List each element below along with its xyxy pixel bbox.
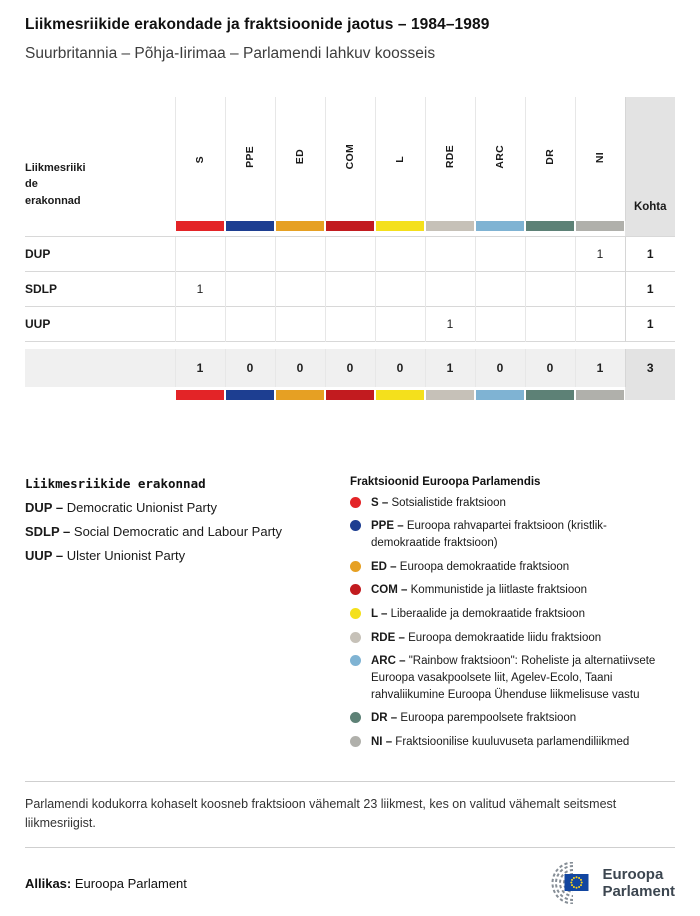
total-value: 0	[375, 349, 425, 387]
value-cell	[375, 272, 425, 307]
total-value: 0	[225, 349, 275, 387]
group-column-header-ppe: PPE	[225, 97, 275, 221]
party-name: SDLP	[25, 272, 175, 307]
totals-row	[25, 349, 675, 387]
source-line	[25, 876, 187, 891]
group-color-bar	[176, 390, 224, 400]
group-column-header-rde: RDE	[425, 97, 475, 221]
group-color-dot	[350, 584, 361, 595]
total-value: 0	[325, 349, 375, 387]
group-color-bar	[226, 221, 274, 231]
value-cell	[225, 272, 275, 307]
legend-item: NI – Fraktsioonilise kuuluvuseta parlamendiliikmed	[350, 734, 675, 751]
legend-item: ED – Euroopa demokraatide fraktsioon	[350, 559, 675, 576]
party-full-name: Social Democratic and Labour Party	[73, 523, 283, 539]
footnote: Parlamendi kodukorra kohaselt koosneb fraktsioon vähemalt 23 liikmest, kes on valitud vähemalt seitsmest liikmesriigist.	[25, 796, 617, 830]
group-color-dot	[350, 632, 361, 643]
seat-count: 1	[625, 272, 675, 307]
legend-item: DUP – Democratic Unionist Party	[25, 499, 217, 515]
group-column-header-s: S	[175, 97, 225, 221]
spacer-row	[25, 342, 675, 349]
group-description: Fraktsioonilise kuuluvuseta parlamendiliikmed	[395, 735, 630, 748]
value-cell	[325, 307, 375, 342]
value-cell: 1	[175, 272, 225, 307]
legend-item: SDLP – Social Democratic and Labour Party	[25, 523, 283, 539]
distribution-table	[25, 97, 675, 400]
value-cell	[325, 272, 375, 307]
groups-legend	[350, 476, 675, 751]
empty-cell	[25, 387, 175, 400]
group-color-bar	[476, 221, 524, 231]
group-color-dot	[350, 608, 361, 619]
group-description: Kommunistide ja liitlaste fraktsioon	[410, 584, 588, 597]
group-description: Sotsialistide fraktsioon	[391, 496, 506, 509]
group-description: Euroopa demokraatide fraktsioon	[399, 560, 570, 573]
ep-logo	[531, 862, 675, 904]
seat-count: 1	[625, 237, 675, 272]
group-color-bar	[276, 221, 324, 231]
group-description: Liberaalide ja demokraatide fraktsioon	[390, 607, 585, 620]
group-description: Euroopa demokraatide liidu fraktsioon	[408, 631, 602, 644]
value-cell	[525, 237, 575, 272]
group-column-header-ni: NI	[575, 97, 625, 221]
group-column-header-arc: ARC	[475, 97, 525, 221]
group-color-bar	[576, 221, 624, 231]
parties-legend-title: Liikmesriikide erakonnad	[25, 475, 206, 491]
group-color-dot	[350, 520, 361, 531]
source-value: Euroopa Parlament	[74, 875, 187, 891]
seats-column-shade	[625, 387, 675, 400]
group-color-bar	[276, 390, 324, 400]
source-label: Allikas:	[25, 875, 72, 891]
group-color-bar	[376, 221, 424, 231]
party-name: UUP	[25, 307, 175, 342]
value-cell	[375, 307, 425, 342]
group-color-dot	[350, 561, 361, 572]
legend-item: UUP – Ulster Unionist Party	[25, 547, 186, 563]
value-cell	[475, 307, 525, 342]
total-value: 1	[575, 349, 625, 387]
divider	[25, 847, 675, 848]
group-color-bar	[426, 221, 474, 231]
group-color-bar	[526, 221, 574, 231]
group-color-bar	[326, 221, 374, 231]
value-cell	[275, 237, 325, 272]
legend-item: L – Liberaalide ja demokraatide fraktsioon	[350, 606, 675, 623]
value-cell	[475, 237, 525, 272]
group-color-bar-row-bottom	[25, 387, 675, 400]
seats-column-shade	[625, 221, 675, 237]
page-footer	[25, 862, 675, 904]
seat-count: 1	[625, 307, 675, 342]
group-color-dot	[350, 712, 361, 723]
total-value: 0	[525, 349, 575, 387]
value-cell	[175, 307, 225, 342]
group-column-header-dr: DR	[525, 97, 575, 221]
legend-item: S – Sotsialistide fraktsioon	[350, 495, 675, 512]
parties-legend	[25, 476, 350, 751]
value-cell	[225, 307, 275, 342]
group-color-dot	[350, 655, 361, 666]
divider	[25, 781, 675, 782]
legend-item: DR – Euroopa parempoolsete fraktsioon	[350, 710, 675, 727]
group-color-bar	[526, 390, 574, 400]
legend-item: RDE – Euroopa demokraatide liidu fraktsioon	[350, 630, 675, 647]
total-value: 1	[425, 349, 475, 387]
value-cell: 1	[425, 307, 475, 342]
value-cell	[575, 307, 625, 342]
value-cell	[425, 272, 475, 307]
group-column-header-l: L	[375, 97, 425, 221]
total-value: 0	[475, 349, 525, 387]
legend-item: PPE – Euroopa rahvapartei fraktsioon (kristlik-demokraatide fraktsioon)	[350, 518, 675, 551]
group-description: Euroopa rahvapartei fraktsioon (kristlik-demokraatide fraktsioon)	[371, 520, 607, 549]
ep-logo-text: Euroopa Parlament	[602, 866, 675, 901]
legends-section	[25, 476, 675, 751]
group-color-bar	[476, 390, 524, 400]
value-cell	[275, 272, 325, 307]
page-subtitle: Suurbritannia – Põhja-Iirimaa – Parlamendi lahkuv koosseis	[25, 45, 436, 62]
empty-cell	[25, 221, 175, 237]
party-name: DUP	[25, 237, 175, 272]
group-description: Euroopa parempoolsete fraktsioon	[400, 712, 577, 725]
group-color-bar	[576, 390, 624, 400]
seats-column-header: Kohta	[625, 97, 675, 221]
group-color-dot	[350, 497, 361, 508]
table-row	[25, 272, 675, 307]
group-description: "Rainbow fraktsioon": Roheliste ja alternatiivsete Euroopa vasakpoolsete liit, Agelev-Ecolo, Taani rahvaliikumine Euroopa Ühenduse liikmelisuse vastu	[371, 655, 656, 701]
value-cell	[525, 307, 575, 342]
groups-legend-title: Fraktsioonid Euroopa Parlamendis	[350, 475, 541, 488]
table-row	[25, 307, 675, 342]
total-value: 0	[275, 349, 325, 387]
value-cell	[175, 237, 225, 272]
group-color-bar	[176, 221, 224, 231]
table-header-row	[25, 97, 675, 221]
table-row	[25, 237, 675, 272]
ep-hemicycle-icon	[531, 862, 593, 904]
group-color-bar-row	[25, 221, 675, 237]
group-color-bar	[226, 390, 274, 400]
party-full-name: Democratic Unionist Party	[66, 499, 217, 515]
group-color-bar	[376, 390, 424, 400]
group-color-dot	[350, 736, 361, 747]
group-color-bar	[426, 390, 474, 400]
legend-item: COM – Kommunistide ja liitlaste fraktsioon	[350, 582, 675, 599]
value-cell	[225, 237, 275, 272]
group-column-header-com: COM	[325, 97, 375, 221]
party-column-header: Liikmesriikide erakonnad	[25, 161, 86, 207]
legend-item: ARC – "Rainbow fraktsioon": Roheliste ja alternatiivsete Euroopa vasakpoolsete liit, Agelev-Ecolo, Taani rahvaliikumine Euroopa Ühenduse liikmelisuse vastu	[350, 653, 675, 703]
total-seats: 3	[625, 349, 675, 387]
empty-cell	[25, 349, 175, 387]
party-full-name: Ulster Unionist Party	[66, 547, 186, 563]
value-cell	[475, 272, 525, 307]
value-cell	[325, 237, 375, 272]
value-cell	[375, 237, 425, 272]
group-column-header-ed: ED	[275, 97, 325, 221]
value-cell	[275, 307, 325, 342]
total-value: 1	[175, 349, 225, 387]
value-cell	[425, 237, 475, 272]
page-title: Liikmesriikide erakondade ja fraktsioonide jaotus – 1984–1989	[25, 16, 490, 33]
value-cell	[575, 272, 625, 307]
group-color-bar	[326, 390, 374, 400]
value-cell	[525, 272, 575, 307]
value-cell: 1	[575, 237, 625, 272]
